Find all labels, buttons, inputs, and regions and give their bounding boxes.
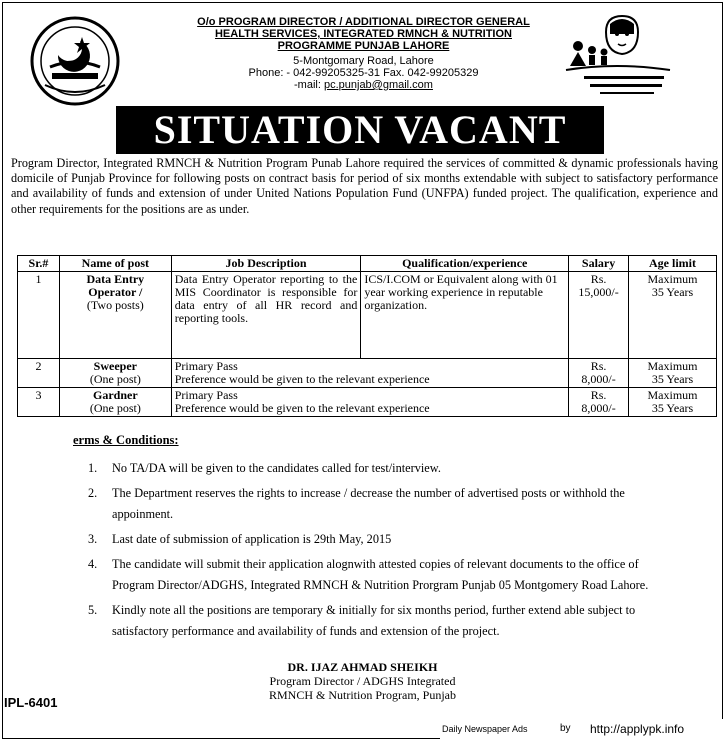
job-line-1: Primary Pass [174, 388, 238, 402]
col-header-qualification: Qualification/experience [361, 256, 569, 272]
salary-amount: 15,000/- [578, 285, 619, 299]
ad-title: SITUATION VACANT [116, 106, 604, 154]
age-years: 35 Years [651, 372, 694, 386]
cell-salary [569, 388, 629, 417]
phone-fax: Phone: - 042-99205325-31 Fax. 042-99205329 [248, 67, 479, 79]
item-number: 2. [88, 486, 98, 500]
cell-post [59, 388, 171, 417]
cell-age [629, 359, 717, 388]
item-text: Last date of submission of application is 29th May, 2015 [112, 532, 392, 546]
salary-amount: 8,000/- [581, 401, 616, 415]
org-line-1: O/o PROGRAM DIRECTOR / ADDITIONAL DIRECTOR GENERAL [197, 16, 530, 28]
job-line-2: Preference would be given to the relevant experience [174, 401, 430, 415]
age-years: 35 Years [651, 285, 694, 299]
table-row [18, 359, 717, 388]
terms-list [88, 458, 668, 646]
item-text: The candidate will submit their application alognwith attested copies of relevant documents to the office of Program Director/ADGHS, Integrated RMNCH & Nutrition Prorgram Punjab 05 Montgomery Road Lahore. [112, 557, 649, 592]
cell-post [59, 359, 171, 388]
table-header-row [18, 256, 717, 272]
list-item [88, 529, 668, 550]
salary-currency: Rs. [590, 272, 607, 286]
footer-site-link[interactable]: http://applypk.info [590, 722, 685, 736]
email-line [0, 79, 727, 91]
salary-currency: Rs. [590, 388, 607, 402]
address: 5-Montgomary Road, Lahore [293, 55, 434, 67]
contact-block [0, 55, 727, 91]
list-item [88, 554, 668, 596]
table-row [18, 388, 717, 417]
ipl-number: IPL-6401 [4, 695, 58, 710]
cell-age [629, 388, 717, 417]
terms-heading: erms & Conditions: [73, 433, 179, 447]
footer-by: by [560, 723, 571, 734]
item-text: No TA/DA will be given to the candidates called for test/interview. [112, 461, 441, 475]
cell-salary [569, 272, 629, 359]
list-item [88, 458, 668, 479]
post-note: (One post) [89, 401, 141, 415]
list-item [88, 600, 668, 642]
table-row [18, 272, 717, 359]
cell-job: Data Entry Operator reporting to the MIS Coordinator is responsible for data entry of all HR record and reporting tools. [171, 272, 361, 359]
cell-sr: 1 [18, 272, 60, 359]
list-item [88, 483, 668, 525]
cell-sr: 2 [18, 359, 60, 388]
post-name: Gardner [93, 388, 138, 402]
age-max: Maximum [647, 272, 698, 286]
item-number: 1. [88, 461, 98, 475]
col-header-age: Age limit [629, 256, 717, 272]
cell-sr: 3 [18, 388, 60, 417]
cell-job [171, 359, 568, 388]
item-number: 5. [88, 603, 98, 617]
org-line-3: PROGRAMME PUNJAB LAHORE [277, 40, 450, 52]
item-text: The Department reserves the rights to increase / decrease the number of advertised posts or withhold the appoinment. [112, 486, 625, 521]
col-header-salary: Salary [569, 256, 629, 272]
organization-header [0, 16, 727, 52]
col-header-post: Name of post [59, 256, 171, 272]
cell-post [59, 272, 171, 359]
post-name: Data Entry Operator / [86, 272, 145, 299]
email-address[interactable]: pc.punjab@gmail.com [323, 79, 433, 91]
item-text: Kindly note all the positions are temporary & initially for six months period, further extend able subject to satisfactory performance and availability of funds and extension of the project. [112, 603, 636, 638]
footer-watermark [440, 719, 725, 741]
footer-label: Daily Newspaper Ads [442, 724, 528, 734]
cell-qualification: ICS/I.COM or Equivalent along with 01 year working experience in reputable organization. [361, 272, 569, 359]
signature-block [200, 660, 525, 702]
col-header-sr: Sr.# [18, 256, 60, 272]
intro-paragraph: Program Director, Integrated RMNCH & Nutrition Program Punab Lahore required the services of committed & dynamic professionals having domicile of Punjab Province for following posts on contract basis for period of six months extendable with subject to satisfactory performance and availability of funds and extension of under United Nations Population Fund (UNFPA) funded project. The qualification, experience and other requirements for the positions are as under. [11, 156, 718, 216]
org-line-2: HEALTH SERVICES, INTEGRATED RMNCH & NUTRITION [214, 28, 512, 40]
post-note: (Two posts) [86, 298, 144, 312]
posts-table [17, 255, 717, 417]
signatory-designation: Program Director / ADGHS Integrated [269, 674, 456, 688]
post-note: (One post) [89, 372, 141, 386]
age-years: 35 Years [651, 401, 694, 415]
salary-amount: 8,000/- [581, 372, 616, 386]
cell-age [629, 272, 717, 359]
cell-job [171, 388, 568, 417]
item-number: 3. [88, 532, 98, 546]
age-max: Maximum [647, 388, 698, 402]
job-line-2: Preference would be given to the relevant experience [174, 372, 430, 386]
job-line-1: Primary Pass [174, 359, 238, 373]
cell-salary [569, 359, 629, 388]
age-max: Maximum [647, 359, 698, 373]
post-name: Sweeper [93, 359, 137, 373]
salary-currency: Rs. [590, 359, 607, 373]
item-number: 4. [88, 557, 98, 571]
col-header-job: Job Description [171, 256, 361, 272]
signatory-name: DR. IJAZ AHMAD SHEIKH [287, 660, 438, 674]
email-label: -mail: [294, 79, 324, 91]
signatory-program: RMNCH & Nutrition Program, Punjab [268, 688, 456, 702]
